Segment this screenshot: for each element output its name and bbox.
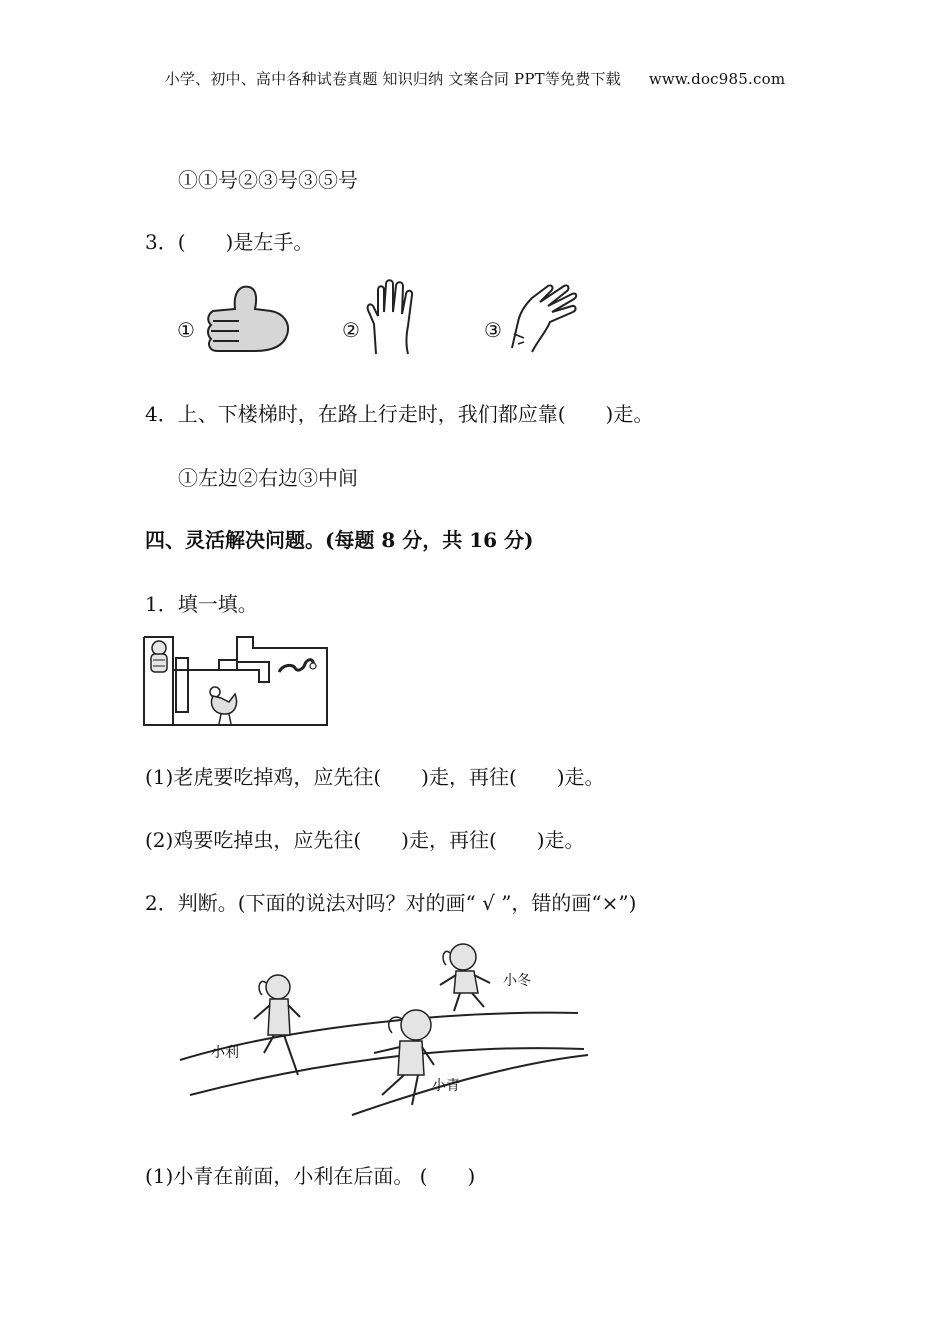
q2-options: ①①号②③号③⑤号: [178, 168, 358, 192]
p1-s2-part-c: )走。: [536, 828, 585, 852]
palm-hand-icon: [366, 280, 418, 356]
problem-2-sub-1: [145, 1160, 475, 1189]
label-xiaodong: 小冬: [503, 973, 531, 989]
q3-close: )是左手。: [225, 230, 314, 254]
header-text: 小学、初中、高中各种试卷真题 知识归纳 文案合同 PPT等免费下载: [164, 70, 621, 88]
p1-s1-part-c: )走。: [556, 765, 605, 789]
girl-xiaodong-icon: [440, 944, 490, 1011]
q3-number: 3．: [145, 230, 178, 254]
problem-1-sub-2: [145, 824, 585, 853]
p2-s1-part-b: ): [467, 1164, 476, 1188]
q4-close: )走。: [605, 402, 654, 426]
header-site[interactable]: www.doc985.com: [648, 70, 786, 88]
p1-s2-part-b: )走，再往(: [401, 828, 497, 852]
problem-1-sub-1: [145, 761, 605, 790]
q3-option-2-label: ②: [342, 318, 360, 342]
page-header: [0, 68, 950, 89]
worm-icon: [279, 660, 316, 672]
q3-open: (: [177, 230, 186, 254]
thumbs-up-hand-icon: [205, 283, 295, 355]
section-4-title: 四、灵活解决问题。(每题 8 分，共 16 分): [145, 528, 534, 552]
p1-s2-part-a: (2)鸡要吃掉虫，应先往(: [145, 828, 362, 852]
q4-text: 4．上、下楼梯时，在路上行走时，我们都应靠(: [145, 402, 566, 426]
label-xiaoli: 小利: [211, 1045, 239, 1061]
q4-question: [145, 398, 653, 427]
p1-s1-part-b: )走，再往(: [421, 765, 517, 789]
q4-options: ①左边②右边③中间: [178, 466, 358, 490]
tiger-icon: [151, 641, 167, 672]
label-xiaoqing: 小青: [432, 1078, 460, 1094]
p2-s1-part-a: (1)小青在前面，小利在后面。 (: [145, 1164, 428, 1188]
q3-option-1-label: ①: [177, 318, 195, 342]
p1-s1-part-a: (1)老虎要吃掉鸡，应先往(: [145, 765, 382, 789]
maze-diagram: [143, 636, 329, 726]
girl-xiaoli-icon: [254, 975, 300, 1075]
q3-question: [145, 226, 313, 255]
open-hand-icon: [508, 282, 580, 354]
q3-option-3-label: ③: [484, 318, 502, 342]
problem-2-title: 2．判断。(下面的说法对吗？对的画“ √ ”，错的画“×”): [145, 891, 637, 915]
rooster-icon: [210, 687, 237, 724]
problem-1-title: 1．填一填。: [145, 592, 258, 616]
running-track-illustration: [178, 935, 588, 1120]
